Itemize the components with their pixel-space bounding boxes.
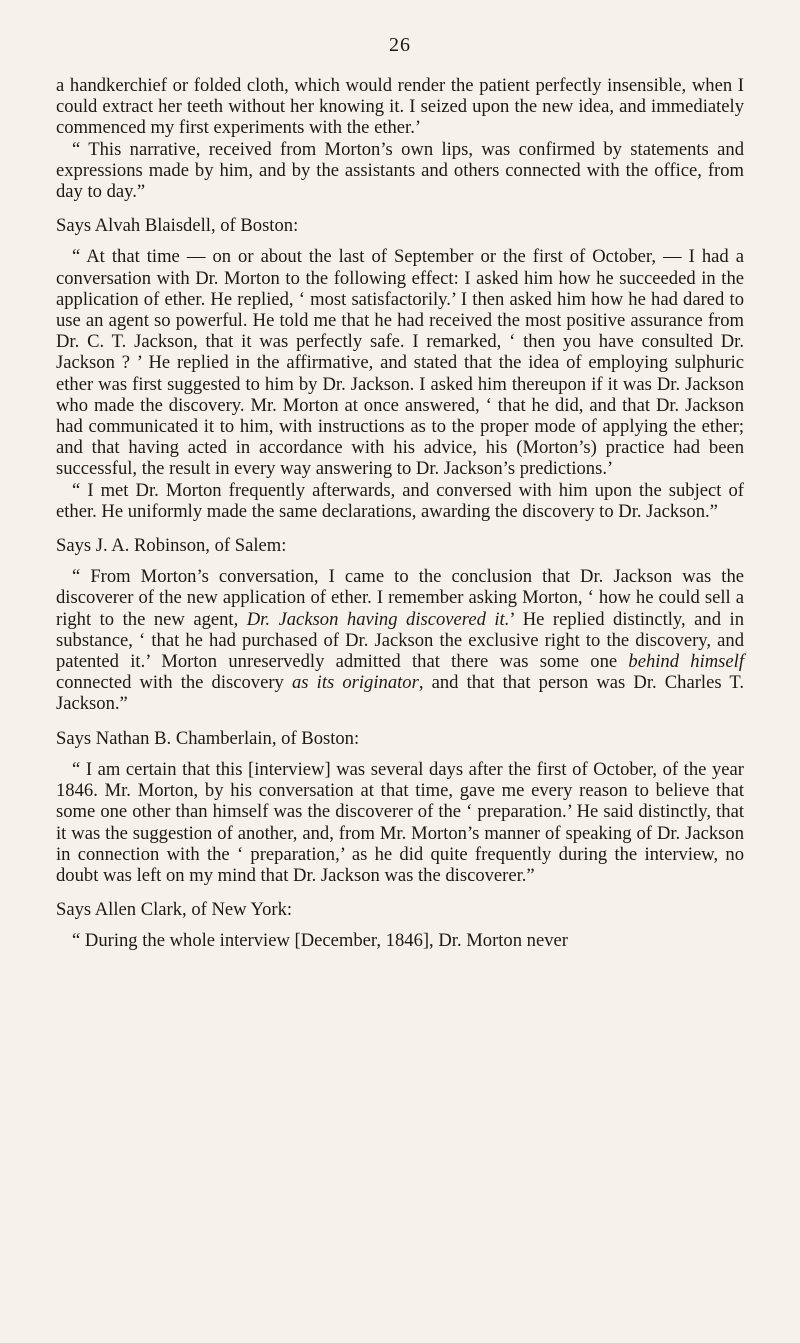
text-segment: “ At that time — on or about the last of September or the first of October, — I had a conversation with Dr. Morton to the following effect: I asked him how he succeeded in the application of ether. He replied, ‘ most satisfactorily.’ I then asked him how he had dared to use an agent so powerful. He told me that he had received the most positive assurance from Dr. C. T. Jackson, that it was perfectly safe. I remarked, ‘ then you have consulted Dr. Jackson ? ’ He replied in the affirmative, and stated that the idea of employing sulphuric ether was first suggested to him by Dr. Jackson. I asked him thereupon if it was Dr. Jackson who made the discovery. Mr. Morton at once answered, ‘ that he did, and that Dr. Jackson had communicated it to him, with instructions as to the proper mode of applying the ether; and that having acted in accordance with his advice, his (Morton’s) practice had been successful, the result in every way answering to Dr. Jackson’s predictions.’ (56, 246, 744, 480)
body-paragraph (56, 139, 744, 203)
text-segment: ’ He replied distinctly, and in substance, ‘ that he had purchased of Dr. Jackson the exclusive right to the discovery, and patented it.’ Morton unreservedly admitted that there was some one (56, 608, 744, 673)
attribution-line (56, 535, 744, 556)
text-segment: “ From Morton’s conversation, I came to the conclusion that Dr. Jackson was the discoverer of the new application of ether. I remember asking Morton, ‘ how he could sell a right to the new agent, (56, 566, 744, 630)
text-segment: a handkerchief or folded cloth, which would render the patient perfectly insensible, when I could extract her teeth without her knowing it. I seized upon the new idea, and immediately commenced my first experiments with the ether.’ (56, 75, 744, 139)
text-segment: “ I am certain that this [interview] was several days after the first of October, of the year 1846. Mr. Morton, by his conversation at that time, gave me every reason to believe that some one other than himself was the discoverer of the ‘ preparation.’ He said distinctly, that it was the suggestion of another, and, from Mr. Morton’s manner of speaking of Dr. Jackson in connection with the ‘ preparation,’ as he did quite frequently during the interview, no doubt was left on my mind that Dr. Jackson was the discoverer.” (56, 758, 744, 886)
text-segment: connected with the discovery (56, 672, 292, 694)
italic-text-segment: Dr. Jackson having discovered it. (246, 608, 510, 630)
attribution-line (56, 215, 744, 236)
text-segment: Says J. A. Robinson, of Salem: (56, 535, 287, 557)
italic-text-segment: behind himself (628, 651, 744, 673)
body-paragraph (56, 759, 744, 886)
text-segment: “ I met Dr. Morton frequently afterwards, and conversed with him upon the subject of ether. He uniformly made the same declarations, awarding the discovery to Dr. Jackson.” (56, 479, 744, 522)
body-paragraph (56, 566, 744, 714)
text-segment: “ During the whole interview [December, 1846], Dr. Morton never (72, 930, 568, 952)
attribution-line (56, 728, 744, 749)
body-paragraph (56, 75, 744, 139)
body-paragraph (56, 480, 744, 522)
page-number: 26 (389, 34, 411, 56)
page-text-body (56, 75, 744, 952)
text-segment: , and that that person was Dr. Charles T. Jackson.” (56, 672, 745, 715)
attribution-line (56, 899, 744, 920)
body-paragraph (56, 246, 744, 479)
text-segment: Says Nathan B. Chamberlain, of Boston: (56, 727, 360, 749)
text-segment: Says Allen Clark, of New York: (56, 899, 293, 921)
body-paragraph (56, 930, 744, 951)
text-segment: Says Alvah Blaisdell, of Boston: (56, 215, 299, 237)
italic-text-segment: as its originator (291, 672, 419, 694)
text-segment: “ This narrative, received from Morton’s own lips, was confirmed by statements and expressions made by him, and by the assistants and others connected with the office, from day to day.” (56, 138, 744, 203)
